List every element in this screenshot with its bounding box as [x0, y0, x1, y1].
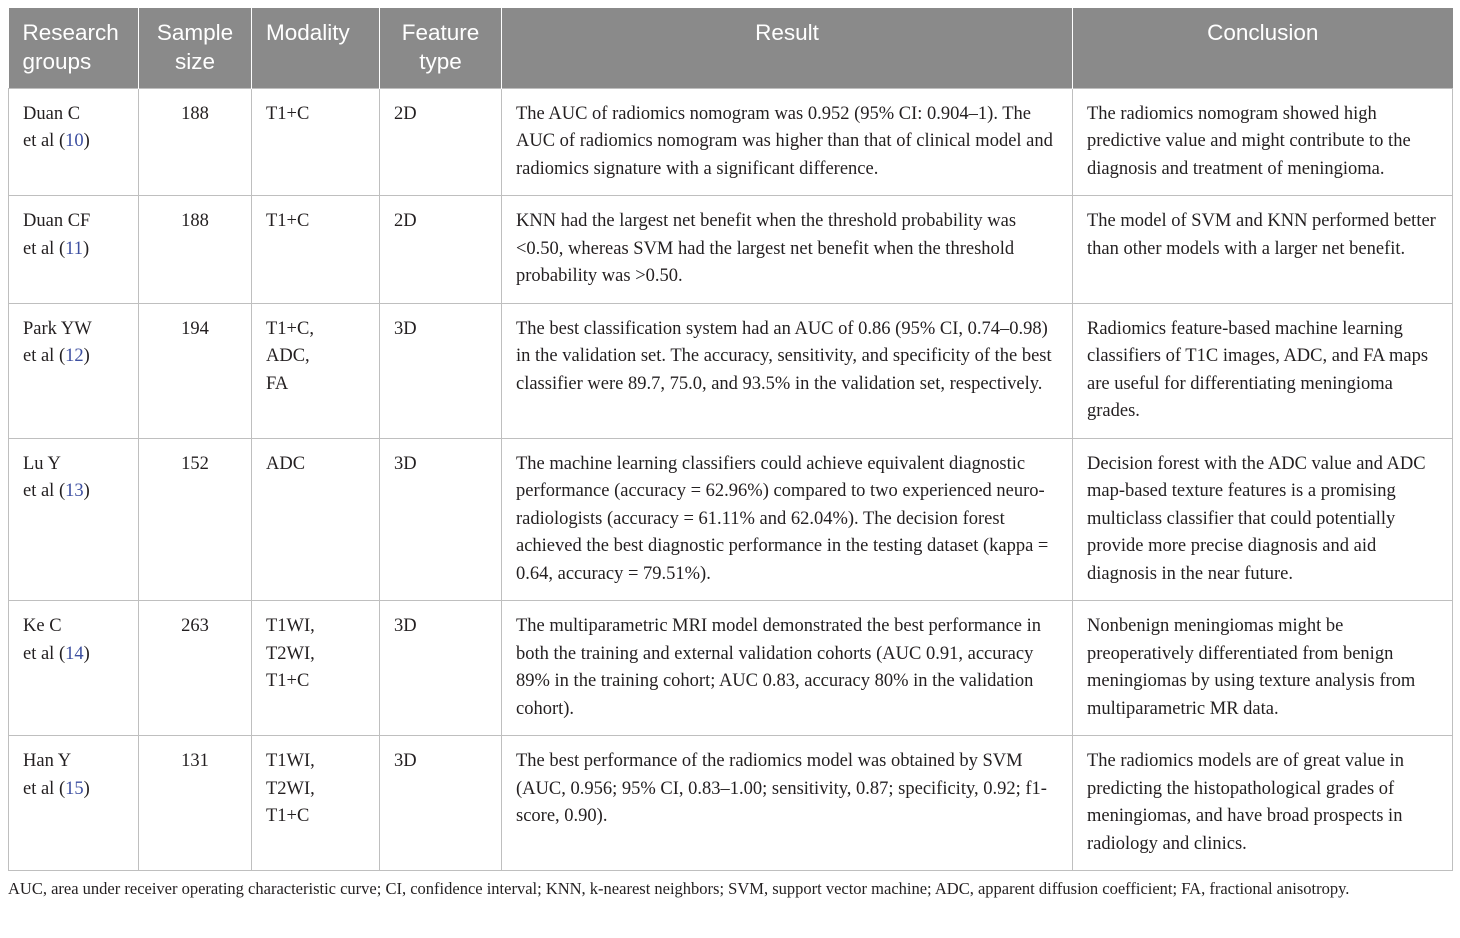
conclusion-cell: Radiomics feature-based machine learning classifiers of T1C images, ADC, and FA maps are useful for differentiating meningioma grades. [1073, 303, 1453, 438]
result-cell: The AUC of radiomics nomogram was 0.952 (95% CI: 0.904–1). The AUC of radiomics nomogram was higher than that of clinical model and radiomics signature with a significant difference. [502, 88, 1073, 196]
result-cell: The best performance of the radiomics model was obtained by SVM (AUC, 0.956; 95% CI, 0.83–1.00; sensitivity, 0.87; specificity, 0.92; f1-score, 0.90). [502, 736, 1073, 871]
reference-link[interactable]: 10 [65, 131, 84, 151]
modality-cell: T1+C [252, 196, 380, 304]
table-row [9, 196, 1453, 304]
header-row [9, 8, 1453, 88]
table-row [9, 601, 1453, 736]
reference-link[interactable]: 14 [65, 643, 84, 664]
sample-size-cell: 152 [139, 438, 252, 601]
reference-link[interactable]: 15 [65, 778, 84, 799]
research-group-cell: Lu Y et al (13) [9, 438, 139, 601]
sample-size-cell: 194 [139, 303, 252, 438]
conclusion-cell: Decision forest with the ADC value and ADC map-based texture features is a promising multiclass classifier that could potentially provide more precise diagnosis and aid diagnosis in the near future. [1073, 438, 1453, 601]
modality-cell: T1+C [252, 88, 380, 196]
sample-size-cell: 188 [139, 196, 252, 304]
research-group-cell: Ke C et al (14) [9, 601, 139, 736]
table-row [9, 438, 1453, 601]
conclusion-cell: Nonbenign meningiomas might be preoperatively differentiated from benign meningiomas by using texture analysis from multiparametric MR data. [1073, 601, 1453, 736]
feature-type-cell: 3D [380, 736, 502, 871]
feature-type-cell: 2D [380, 196, 502, 304]
reference-link[interactable]: 12 [65, 346, 84, 366]
table-row [9, 303, 1453, 438]
research-group-cell: Park YW et al (12) [9, 303, 139, 438]
feature-type-cell: 3D [380, 601, 502, 736]
header-conclusion: Conclusion [1073, 8, 1453, 88]
feature-type-cell: 3D [380, 303, 502, 438]
reference-link[interactable]: 11 [65, 238, 83, 259]
table-container [8, 8, 1452, 901]
sample-size-cell: 131 [139, 736, 252, 871]
header-sample-size: Sample size [139, 8, 252, 88]
conclusion-cell: The model of SVM and KNN performed better than other models with a larger net benefit. [1073, 196, 1453, 304]
result-cell: KNN had the largest net benefit when the threshold probability was <0.50, whereas SVM had the largest net benefit when the threshold probability was >0.50. [502, 196, 1073, 304]
studies-table [8, 8, 1453, 871]
research-group-cell: Duan CF et al (11) [9, 196, 139, 304]
header-feature-type: Feature type [380, 8, 502, 88]
result-cell: The machine learning classifiers could achieve equivalent diagnostic performance (accuracy = 62.96%) compared to two experienced neuro-radiologists (accuracy = 61.11% and 62.04%). The decision forest achieved the best diagnostic performance in the testing dataset (kappa = 0.64, accuracy = 79.51%). [502, 438, 1073, 601]
research-group-cell: Duan C et al (10) [9, 88, 139, 196]
table-row [9, 736, 1453, 871]
table-footnote: AUC, area under receiver operating characteristic curve; CI, confidence interval; KNN, k-nearest neighbors; SVM, support vector machine; ADC, apparent diffusion coefficient; FA, fractional anisotropy. [8, 879, 1350, 898]
conclusion-cell: The radiomics nomogram showed high predictive value and might contribute to the diagnosis and treatment of meningioma. [1073, 88, 1453, 196]
feature-type-cell: 2D [380, 88, 502, 196]
result-cell: The multiparametric MRI model demonstrated the best performance in both the training and external validation cohorts (AUC 0.91, accuracy 89% in the training cohort; AUC 0.83, accuracy 80% in the validation cohort). [502, 601, 1073, 736]
feature-type-cell: 3D [380, 438, 502, 601]
result-cell: The best classification system had an AUC of 0.86 (95% CI, 0.74–0.98) in the validation set. The accuracy, sensitivity, and specificity of the best classifier were 89.7, 75.0, and 93.5% in the validation set, respectively. [502, 303, 1073, 438]
modality-cell: ADC [252, 438, 380, 601]
modality-cell: T1+C, ADC, FA [252, 303, 380, 438]
research-group-cell: Han Y et al (15) [9, 736, 139, 871]
table-row [9, 88, 1453, 196]
modality-cell: T1WI, T2WI, T1+C [252, 601, 380, 736]
conclusion-cell: The radiomics models are of great value in predicting the histopathological grades of meningiomas, and have broad prospects in radiology and clinics. [1073, 736, 1453, 871]
modality-cell: T1WI, T2WI, T1+C [252, 736, 380, 871]
header-result: Result [502, 8, 1073, 88]
sample-size-cell: 263 [139, 601, 252, 736]
header-research-groups: Research groups [9, 8, 139, 88]
reference-link[interactable]: 13 [65, 481, 84, 501]
header-modality: Modality [252, 8, 380, 88]
sample-size-cell: 188 [139, 88, 252, 196]
